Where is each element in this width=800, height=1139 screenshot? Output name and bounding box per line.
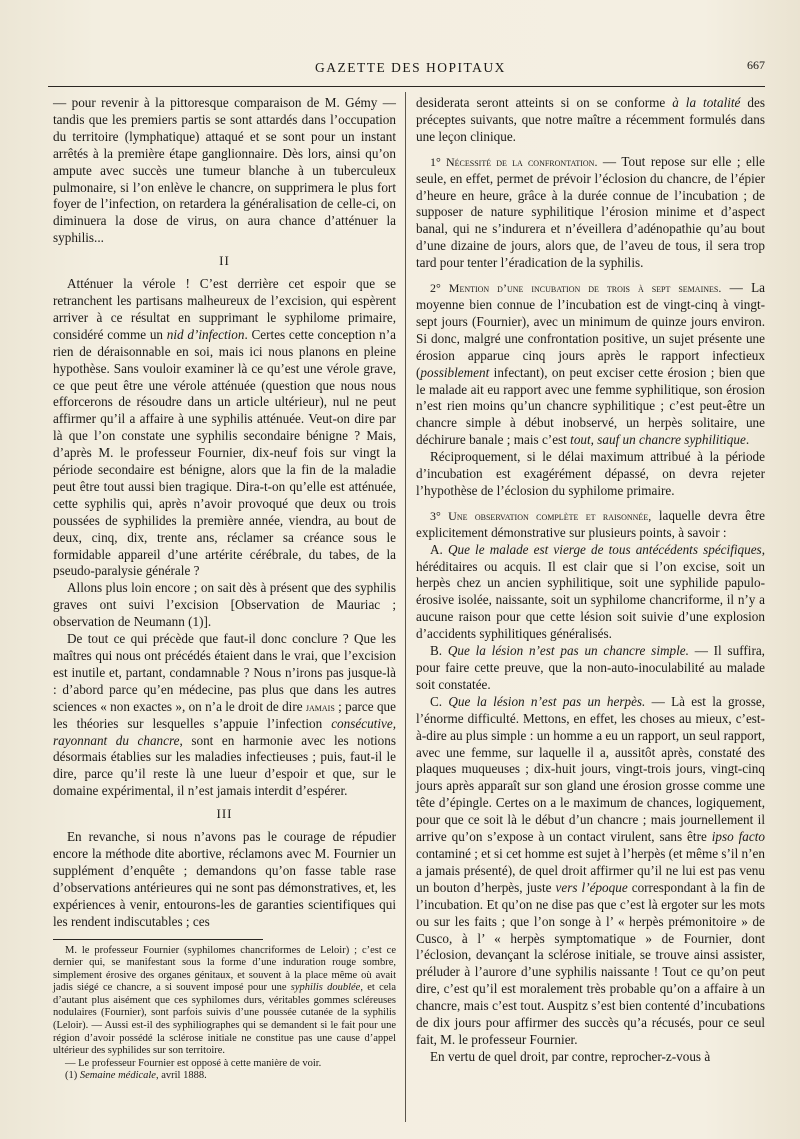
journal-title: GAZETTE DES HOPITAUX (315, 60, 506, 75)
precept-2: 2° Mention d’une incubation de trois à sept semaines. — La moyenne bien connue de l’incubation est de vingt-cinq à vingt-sept jours (Fournier), avec un minimum de quinze jours environ. Si donc, malgré une confrontation positive, un sujet présente une érosion apparue cinq jours après le rapport infectieux (possiblement infectant), on peut exciser cette érosion ; bien que le malade ait eu rapport avec une femme syphilitique, son érosion n’est rien moins qu’un chancre syphilitique ; c’est peut-être un chancre simple à début inobservé, un herpès solitaire, une déchirure banale ; mais c’est tout, sauf un chancre syphilitique. (416, 280, 765, 448)
precept-1: 1° Nécessité de la confrontation. — Tout repose sur elle ; elle seule, en effet, permet de prévoir l’éclosion du chancre, de l’épier d’heure en heure, grâce à la durée connue de l’incubation ; de supposer de nature syphilitique l’érosion minime et d’aspect banal, qui ne s’indurera et n’éveillera d’adénopathie qu’au bout d’une dizaine de jours, alors que, de l’aveu de tous, il sera trop tard pour tenter l’éradication de la syphilis. (416, 153, 766, 271)
paragraph: Allons plus loin encore ; on sait dès à présent que des syphilis graves ont suivi l’excision [Observation de Mauriac ; observation de Neumann (1)]. (53, 580, 396, 630)
footnote: M. le professeur Fournier (syphilomes chancriformes de Leloir) ; c’est ce dernier qui, se manifestant sous la forme d’une induration rouge sombre, simplement érosive des organes génitaux, et souvent à la place même où avait jadis siégé ce chancre, a si souvent imposé pour une syphilis doublée, et cela d’autant plus aisément que ces syphilomes durs, véritables gommes scléreuses nodulaires (Fournier), sont parfois suivis d’une poussée cutanée de la syphilis (Leloir). — Aussi est-il des syphiliographes qui se demandent si le fait pour une région d’avoir possédé la sclérose initiale ne constitue pas une cause d’appel ultérieur des syphilides sur son territoire. (53, 944, 396, 1057)
footnote-reference: (1) Semaine médicale, avril 1888. (65, 1070, 207, 1082)
paragraph: De tout ce qui précède que faut-il donc conclure ? Que les maîtres qui nous ont précédés étaient dans le vrai, que l’excision est inutile et, partant, condamnable ? Nous n’irons pas jusque-là : d’abord parce qu’en médecine, pas plus que dans les autres sciences « non exactes », on n’a le droit de dire jamais ; parce que les théories sur lesquelles s’appuie l’infection consécutive, rayonnant du chancre, sont en harmonie avec les notions désormais établies sur les maladies infectieuses ; puis, faut-il le dire, parce qu’il reste là une lueur d’espoir et que, sur le domaine expérimental, il n’est jamais interdit d’espérer. (53, 631, 396, 799)
column-divider (405, 92, 406, 1122)
section-heading-iii: III (216, 806, 233, 822)
point-b: B. Que la lésion n’est pas un chancre simple. — Il suffira, pour faire cette preuve, que la non-auto-inoculabilité au malade soit constatée. (416, 643, 765, 692)
right-column (416, 95, 765, 1066)
footnotes (53, 945, 396, 1084)
precept-3: 3° Une observation complète et raisonnée, laquelle devra être explicitement démonstrative sur plusieurs points, à savoir : (416, 507, 765, 540)
paragraph: Atténuer la vérole ! C’est derrière cet espoir que se retranchent les partisans malheureux de l’excision, qui espèrent arriver à ce résultat en supprimant le syphilome primaire, considéré comme un nid d’infection. Certes cette conception n’a rien de déraisonnable en soi, mais ici nous planons en pleine hypothèse. Sans vouloir examiner là ce qu’est une vérole grave, ce que peut être une vérole atténuée (question que nous nous efforcerons de résoudre dans un article ultérieur), nul ne peut affirmer qu’il a affaire à une syphilis atténuée. Veut-on dire par là que l’on constate une syphilis secondaire bénigne ? Mais, d’après M. le professeur Fournier, dix-neuf fois sur vingt la période secondaire est bénigne, alors que la fin de la maladie peut être tout aussi bien tragique. Dira-t-on qu’elle est atténuée, cette syphilis qui, après n’avoir provoqué que deux ou trois poussées de syphilides la première année, viendra, au bout de deux, cinq, dix, trente ans, réclamer sa créance sous le formidable appareil d’une artérite cérébrale, du tabes, de la pseudo-paralysie générale ? (53, 276, 396, 579)
paragraph: En revanche, si nous n’avons pas le courage de répudier encore la méthode dite abortive, réclamons avec M. Fournier un supplément d’enquête ; demandons qu’on fasse table rase d’observations antérieures qui ne sont pas démonstratives, et, les expériences à venir, entourons-les de garanties scientifiques qui les rendent indiscutables ; ces (53, 829, 396, 929)
header-rule (48, 86, 765, 87)
running-header (0, 58, 800, 84)
left-column (53, 95, 396, 1083)
footnote: — Le professeur Fournier est opposé à cette manière de voir. (65, 1057, 322, 1069)
paragraph: desiderata seront atteints si on se conforme à la totalité des préceptes suivants, que notre maître a récemment formulés dans une leçon clinique. (416, 95, 765, 144)
point-c: C. Que la lésion n’est pas un herpès. — Là est la grosse, l’énorme difficulté. Mettons, en effet, les choses au mieux, c’est-à-dire au plus simple : un homme a eu un rapport, un seul rapport, avec une femme, sur laquelle il a, aussitôt après, constaté des plaques muqueuses ; dix-huit jours, vingt-trois jours, vingt-cinq jours après apparaît sur son gland une érosion grosse comme une tête d’épingle. Certes on a le maximum de chances, logiquement, pour que ce soit là le début d’un chancre ; mais journellement il arrive qu’on s’expose à un contact virulent, sans être ipso facto contaminé ; et si cet homme est sujet à l’herpès (et même s’il n’en a jamais présenté), de quel droit affirmer qu’il ne lui est pas venu un bouton d’herpès, juste vers l’époque correspondant à la fin de l’incubation. Et qu’on ne dise pas que c’est là ergoter sur les mots ou sur les faits ; que l’on songe à l’ « herpès prémonitoire » de Cusco, à l’ « herpès symptomatique » de Fournier, dont l’éclosion, devançant la sclérose initiale, se trouve ainsi assister, préluder à l’aurore d’une syphilis naissante ! Tout ce qu’on peut dire, c’est qu’il est moralement très probable qu’on a affaire à un chancre, mais c’est tout. Auspitz s’est bien contenté d’incubations de dix jours pour affirmer des succès qu’a récusés, pour ce seul fait, M. le professeur Fournier. (416, 693, 765, 1047)
paragraph: Réciproquement, si le délai maximum attribué à la période d’incubation est exagérément dépassé, on devra rejeter l’hypothèse de l’éclosion du syphilome primaire. (416, 449, 765, 498)
paragraph: En vertu de quel droit, par contre, reprocher-z-vous à (430, 1048, 711, 1064)
page-number: 667 (747, 58, 765, 72)
point-a: A. Que le malade est vierge de tous antécédents spécifiques, héréditaires ou acquis. Il est clair que si l’on excise, soit un herpès chez un ancien syphilitique, soit une syphilide papulo-érosive isolée, naissante, soit un syphilome chancriforme, il n’y a aucune raison pour que cette lésion soit suivie d’une explosion d’accidents syphilitiques généralisés. (416, 541, 765, 642)
footnote-rule (53, 939, 263, 940)
paragraph: — pour revenir à la pittoresque comparaison de M. Gémy — tandis que les premiers partis se sont attardés dans l’occupation du territoire (lymphatique) attaqué et se sont pour un instant arrêtés à la première étape ganglionnaire. Dès lors, ainsi qu’on ampute avec succès une tumeur blanche à un tuberculeux pulmonaire, si l’on enlève le chancre, on supprimera le plus fort foyer de l’infection, on retardera la généralisation de celle-ci, on diminuera la dose de virus, on aura chance d’atténuer la syphilis... (53, 95, 396, 246)
section-heading-ii: II (219, 253, 230, 269)
